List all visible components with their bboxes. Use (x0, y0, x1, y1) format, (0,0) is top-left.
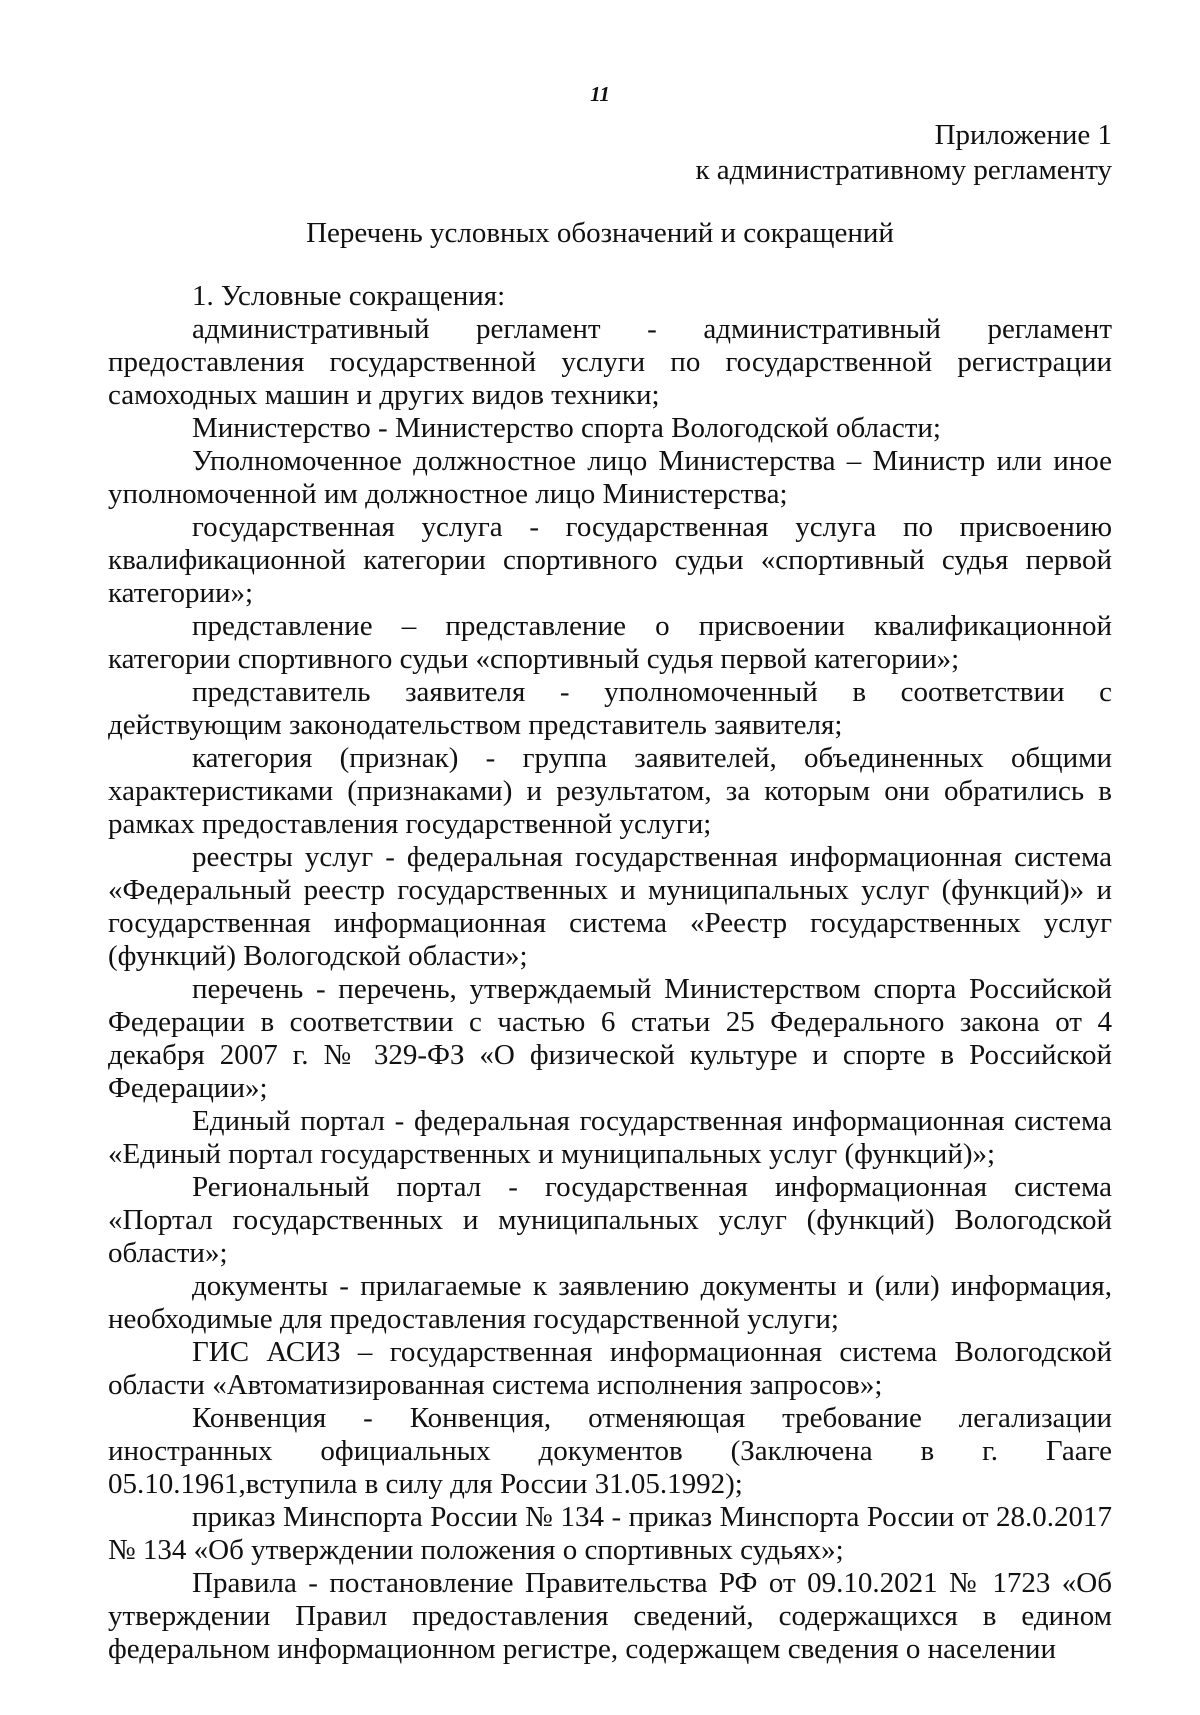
page-number: 11 (590, 82, 610, 106)
appendix-label: Приложение 1 (934, 119, 1112, 151)
paragraph-state-service: государственная услуга - государственная услуга по присвоению квалификационной категории спортивного судьи «спортивный судья первой категории»; (108, 511, 1112, 609)
paragraph-regional-portal: Региональный портал - государственная информационная система «Портал государственных и муниципальных услуг (функций) Вологодской области»; (108, 1171, 1112, 1269)
paragraph-submission: представление – представление о присвоении квалификационной категории спортивного судьи «спортивный судья первой категории»; (108, 610, 1112, 675)
document-title: Перечень условных обозначений и сокращений (306, 217, 894, 249)
paragraph-category: категория (признак) - группа заявителей, объединенных общими характеристиками (признаками) и результатом, за которым они обратились в рамках предоставления государственной услуги; (108, 742, 1112, 840)
paragraph-reglament: административный регламент - административный регламент предоставления государственной услуги по государственной регистрации самоходных машин и других видов техники; (108, 313, 1112, 411)
section-heading: 1. Условные сокращения: (192, 280, 506, 312)
paragraph-rules: Правила - постановление Правительства РФ от 09.10.2021 № 1723 «Об утверждении Правил предоставления сведений, содержащихся в едином федеральном информационном регистре, содержащем сведения о населении (108, 1567, 1112, 1665)
paragraph-documents: документы - прилагаемые к заявлению документы и (или) информация, необходимые для предоставления государственной услуги; (108, 1270, 1112, 1335)
paragraph-convention: Конвенция - Конвенция, отменяющая требование легализации иностранных официальных документов (Заключена в г. Гааге 05.10.1961,вступила в силу для России 31.05.1992); (108, 1402, 1112, 1500)
paragraph-service-registries: реестры услуг - федеральная государственная информационная система «Федеральный реестр государственных и муниципальных услуг (функций)» и государственная информационная система «Реестр государственных услуг (функций) Вологодской области»; (108, 841, 1112, 972)
paragraph-gis-asiz: ГИС АСИЗ – государственная информационная система Вологодской области «Автоматизированная система исполнения запросов»; (108, 1336, 1112, 1401)
appendix-header (695, 118, 1112, 188)
paragraph-unified-portal: Единый портал - федеральная государственная информационная система «Единый портал государственных и муниципальных услуг (функций)»; (108, 1105, 1112, 1170)
paragraph-order-134: приказ Минспорта России № 134 - приказ Минспорта России от 28.0.2017 № 134 «Об утверждении положения о спортивных судьях»; (108, 1501, 1112, 1566)
paragraph-ministerstvo: Министерство - Министерство спорта Вологодской области; (192, 412, 941, 444)
appendix-reference: к административному регламенту (695, 154, 1112, 186)
document-body (108, 280, 1112, 1666)
paragraph-list: перечень - перечень, утверждаемый Министерством спорта Российской Федерации в соответствии с частью 6 статьи 25 Федерального закона от 4 декабря 2007 г. № 329-ФЗ «О физической культуре и спорте в Российской Федерации»; (108, 973, 1112, 1104)
paragraph-applicant-representative: представитель заявителя - уполномоченный в соответствии с действующим законодательством представитель заявителя; (108, 676, 1112, 741)
paragraph-authorized-official: Уполномоченное должностное лицо Министерства – Министр или иное уполномоченной им должностное лицо Министерства; (108, 445, 1112, 510)
